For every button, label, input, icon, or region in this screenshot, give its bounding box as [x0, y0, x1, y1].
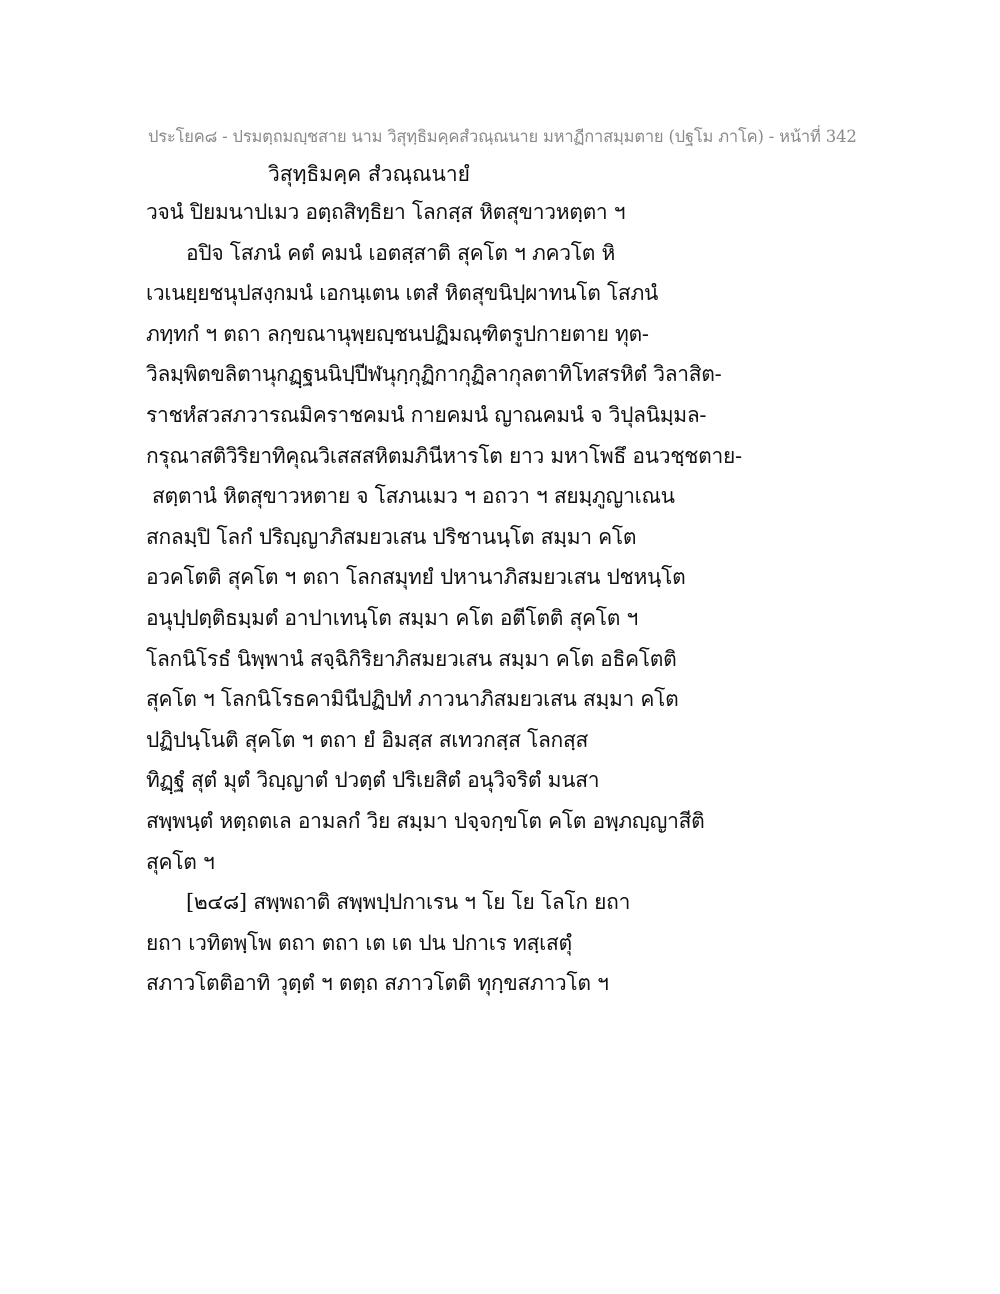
text-line: สุคโต ฯ: [146, 849, 215, 874]
text-line: สพฺพนฺตํ หตฺถตเล อามลกํ วิย สมฺมา ปจฺจกฺขโต คโต อพฺภญฺญาสีติ: [146, 808, 705, 833]
text-line: สภาวโตติอาทิ วุตฺตํ ฯ ตตฺถ สภาวโตติ ทุกฺขสภาวโต ฯ: [146, 971, 609, 996]
text-line: อปิจ โสภนํ คตํ คมนํ เอตสฺสาติ สุคโต ฯ ภควโต หิ: [186, 240, 615, 265]
text-line: โลกนิโรธํ นิพฺพานํ สจฺฉิกิริยาภิสมยวเสน สมฺมา คโต อธิคโตติ: [146, 646, 677, 671]
text-line: ภทฺทกํ ฯ ตถา ลกฺขณานุพฺยญฺชนปฏิมณฺฑิตรูปกายตาย ทุต-: [146, 321, 649, 346]
text-line: วิลมฺพิตขลิตานุกฏฺฐนนิปฺปีฬนุกฺกุฏิกากุฏิลากุลตาทิโทสรหิตํ วิลาสิต-: [146, 362, 722, 387]
text-line: กรุณาสติวิริยาทิคุณวิเสสสหิตมภินีหารโต ยาว มหาโพธึ อนวชฺชตาย-: [146, 443, 742, 468]
section-title: วิสุทฺธิมคฺค สํวณฺณนายํ: [268, 162, 470, 186]
page-header: ประโยค๘ - ปรมตฺถมญฺชสาย นาม วิสุทฺธิมคฺคสํวณฺณนาย มหาฏีกาสมฺมตาย (ปฐโม ภาโค) - หน้าที่ 342: [148, 127, 857, 146]
text-line: อวคโตติ สุคโต ฯ ตถา โลกสมุทยํ ปหานาภิสมยวเสน ปชหนฺโต: [146, 565, 686, 590]
text-line: วจนํ ปิยมนาปเมว อตฺถสิทฺธิยา โลกสฺส หิตสุขาวหตฺตา ฯ: [146, 200, 626, 224]
text-line: สุคโต ฯ โลกนิโรธคามินีปฏิปทํ ภาวนาภิสมยวเสน สมฺมา คโต: [146, 687, 679, 712]
text-line: ปฏิปนฺโนติ สุคโต ฯ ตถา ยํ อิมสฺส สเทวกสฺส โลกสฺส: [146, 727, 589, 752]
text-line: ยถา เวทิตพฺโพ ตถา ตถา เต เต ปน ปกาเร ทสฺเสตุํ: [146, 930, 572, 955]
text-line: สกลมฺปิ โลกํ ปริญฺญาภิสมยวเสน ปริชานนฺโต สมฺมา คโต: [146, 524, 637, 549]
text-line: ทิฏฺฐํ สุตํ มุตํ วิญฺญาตํ ปวตฺตํ ปริเยสิตํ อนุวิจริตํ มนสา: [146, 768, 600, 793]
text-line: สตฺตานํ หิตสุขาวหตาย จ โสภนเมว ฯ อถวา ฯ สยมฺภูญาเณน: [152, 484, 675, 509]
text-line: เวเนยฺยชนุปสงฺกมนํ เอกนฺเตน เตสํ หิตสุขนิปฺผาทนโต โสภนํ: [146, 281, 659, 306]
text-line: อนุปฺปตฺติธมฺมตํ อาปาเทนฺโต สมฺมา คโต อตีโตติ สุคโต ฯ: [146, 605, 638, 630]
body-text: [146, 192, 866, 1004]
text-line: ราชหํสวสภวารณมิคราชคมนํ กายคมนํ ญาณคมนํ จ วิปุลนิมฺมล-: [146, 402, 707, 427]
paragraph-number-line: [๒๔๘] สพฺพถาติ สพฺพปฺปกาเรน ฯ โย โย โลโก ยถา: [186, 890, 631, 915]
